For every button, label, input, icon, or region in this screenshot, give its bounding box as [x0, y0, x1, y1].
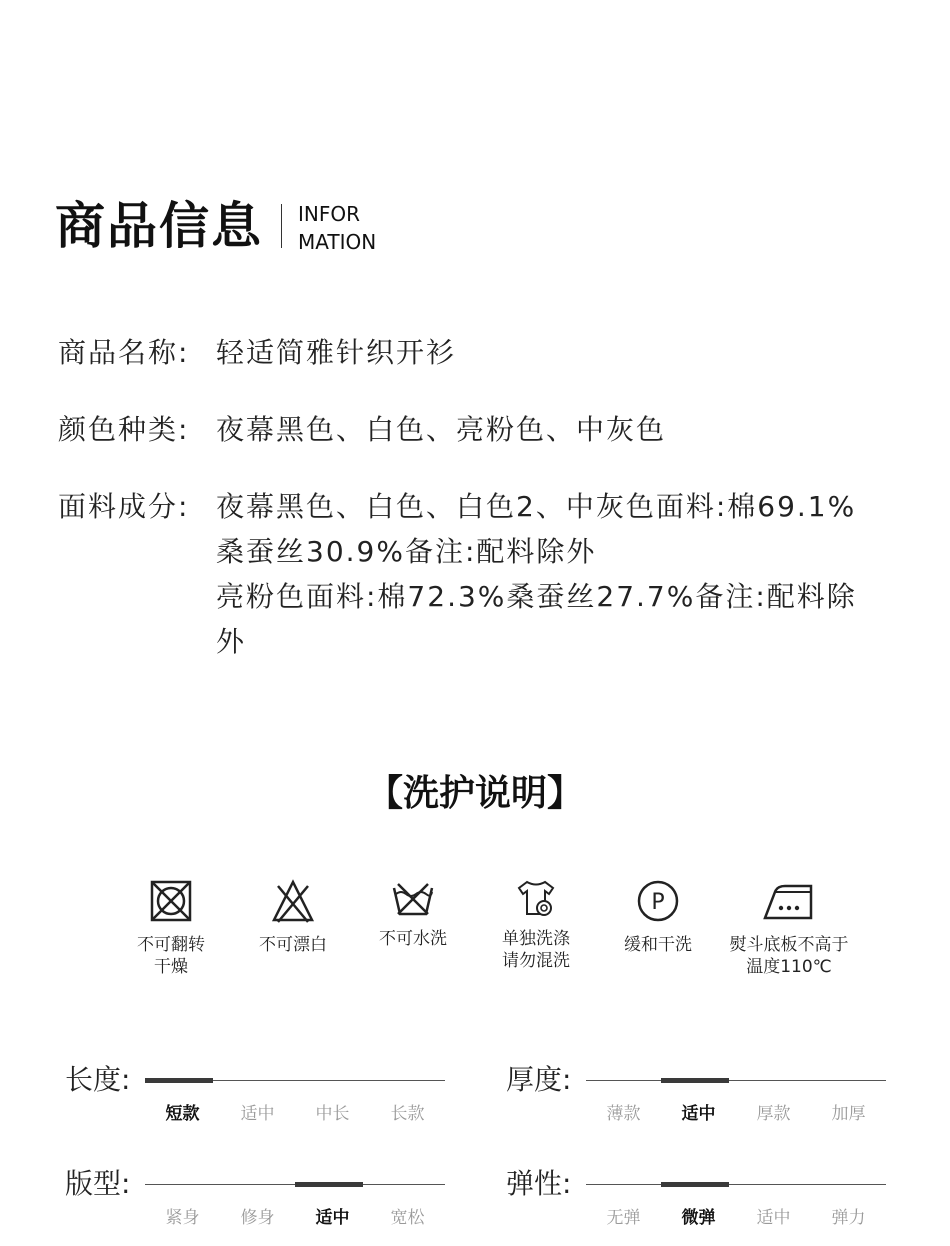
care-item-gentle-dry-clean — [583, 878, 733, 956]
care-label-line: 不可水洗 — [379, 929, 447, 949]
care-label-line: 不可漂白 — [259, 935, 327, 955]
care-label-line: 熨斗底板不高于 — [729, 935, 849, 955]
scale-option: 宽松 — [390, 1208, 425, 1228]
scale-option: 紧身 — [165, 1208, 200, 1228]
scale-option: 加厚 — [831, 1104, 866, 1124]
scale-thickness — [506, 1062, 896, 1142]
title-divider — [281, 204, 282, 248]
scale-option: 适中 — [315, 1208, 350, 1228]
care-label-line: 温度110℃ — [746, 957, 832, 977]
care-label-line: 不可翻转 — [137, 935, 205, 955]
scale-elasticity — [506, 1166, 896, 1246]
info-value-line: 桑蚕丝30.9%备注:配料除外 — [216, 535, 597, 568]
gentle-dry-clean-icon — [635, 878, 681, 924]
scale-label: 长度: — [65, 1063, 131, 1096]
care-label-line: 请勿混洗 — [502, 951, 570, 971]
scale-label: 弹性: — [506, 1167, 572, 1200]
scale-option: 无弹 — [606, 1208, 641, 1228]
no-bleach-icon — [270, 878, 316, 924]
page-title: 商品信息 — [55, 197, 263, 255]
scale-option: 中长 — [315, 1104, 350, 1124]
scale-option: 弹力 — [831, 1208, 866, 1228]
title-english-line1: INFOR — [298, 202, 361, 226]
info-value — [216, 407, 876, 452]
scale-indicator — [145, 1078, 213, 1083]
scale-label: 厚度: — [506, 1063, 572, 1096]
iron-low-temp-icon — [761, 878, 817, 924]
title-english — [298, 200, 376, 256]
scale-length — [65, 1062, 455, 1142]
scale-indicator — [661, 1182, 729, 1187]
info-label: 颜色种类: — [58, 413, 190, 446]
title-english-line2: MATION — [298, 230, 377, 254]
care-label — [583, 934, 733, 956]
scale-option: 适中 — [240, 1104, 275, 1124]
scale-indicator — [295, 1182, 363, 1187]
info-value-line: 外 — [216, 625, 247, 658]
scale-track — [586, 1184, 886, 1185]
wash-separately-icon — [513, 878, 559, 918]
care-label-line: 缓和干洗 — [624, 935, 692, 955]
scale-track — [586, 1080, 886, 1081]
scale-indicator — [661, 1078, 729, 1083]
scale-option: 微弹 — [681, 1208, 716, 1228]
svg-text:P: P — [651, 890, 665, 915]
info-value-line: 夜幕黑色、白色、白色2、中灰色面料:棉69.1% — [216, 490, 857, 523]
info-label: 商品名称: — [58, 336, 190, 369]
scale-option: 长款 — [390, 1104, 425, 1124]
no-tumble-dry-icon — [148, 878, 194, 924]
info-value — [216, 484, 876, 664]
scale-option: 适中 — [681, 1104, 716, 1124]
info-value-line: 轻适简雅针织开衫 — [216, 336, 457, 369]
scale-option: 薄款 — [606, 1104, 641, 1124]
info-value — [216, 330, 876, 375]
scale-option: 适中 — [756, 1208, 791, 1228]
info-label: 面料成分: — [58, 490, 190, 523]
scale-option: 厚款 — [756, 1104, 791, 1124]
info-value-line: 夜幕黑色、白色、亮粉色、中灰色 — [216, 413, 667, 446]
care-title: 【洗护说明】 — [366, 773, 583, 814]
care-label-line: 干燥 — [154, 957, 188, 977]
care-label — [714, 934, 864, 978]
no-water-wash-icon — [390, 878, 436, 918]
scale-label: 版型: — [65, 1167, 131, 1200]
scale-fit — [65, 1166, 455, 1246]
care-label-line: 单独洗涤 — [502, 929, 570, 949]
care-item-iron-low-temp — [714, 878, 864, 978]
scale-option: 修身 — [240, 1208, 275, 1228]
info-value-line: 亮粉色面料:棉72.3%桑蚕丝27.7%备注:配料除 — [216, 580, 857, 613]
scale-option: 短款 — [165, 1104, 200, 1124]
